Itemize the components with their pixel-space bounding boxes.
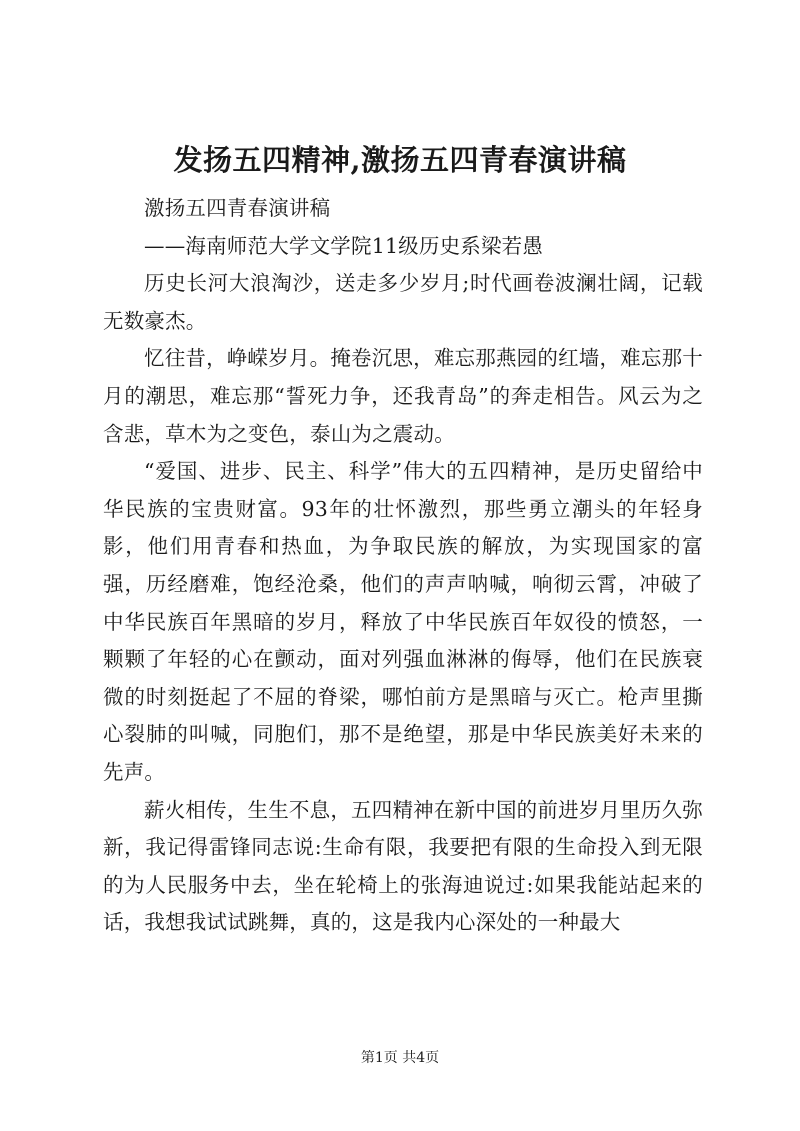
document-body (103, 190, 703, 942)
paragraph-author: ——海南师范大学文学院11级历史系梁若愚 (144, 233, 544, 258)
paragraph-1: 历史长河大浪淘沙，送走多少岁月;时代画卷波澜壮阔，记载无数豪杰。 (103, 271, 703, 333)
paragraph-3: “爱国、进步、民主、科学”伟大的五四精神，是历史留给中华民族的宝贵财富。93年的壮怀激烈，那些勇立潮头的年轻身影，他们用青春和热血，为争取民族的解放，为实现国家的富强，历经磨难，饱经沧桑，他们的声声呐喊，响彻云霄，冲破了中华民族百年黑暗的岁月，释放了中华民族百年奴役的愤怒，一颗颗了年轻的心在颤动，面对列强血淋淋的侮辱，他们在民族衰微的时刻挺起了不屈的脊梁，哪怕前方是黑暗与灭亡。枪声里撕心裂肺的叫喊，同胞们，那不是绝望，那是中华民族美好未来的先声。 (103, 459, 703, 784)
paragraph-2: 忆往昔，峥嵘岁月。掩卷沉思，难忘那燕园的红墙，难忘那十月的潮思，难忘那“誓死力争，还我青岛”的奔走相告。风云为之含悲，草木为之变色，泰山为之震动。 (103, 346, 703, 446)
page-number-footer: 第1页 共4页 (360, 1050, 440, 1066)
paragraph-4: 薪火相传，生生不息，五四精神在新中国的前进岁月里历久弥新，我记得雷锋同志说:生命有限，我要把有限的生命投入到无限的为人民服务中去，坐在轮椅上的张海迪说过:如果我能站起来的话，我想我试试跳舞，真的，这是我内心深处的一种最大 (103, 797, 703, 935)
document-title: 发扬五四精神,激扬五四青春演讲稿 (173, 143, 627, 177)
paragraph-subtitle: 激扬五四青春演讲稿 (144, 196, 331, 220)
